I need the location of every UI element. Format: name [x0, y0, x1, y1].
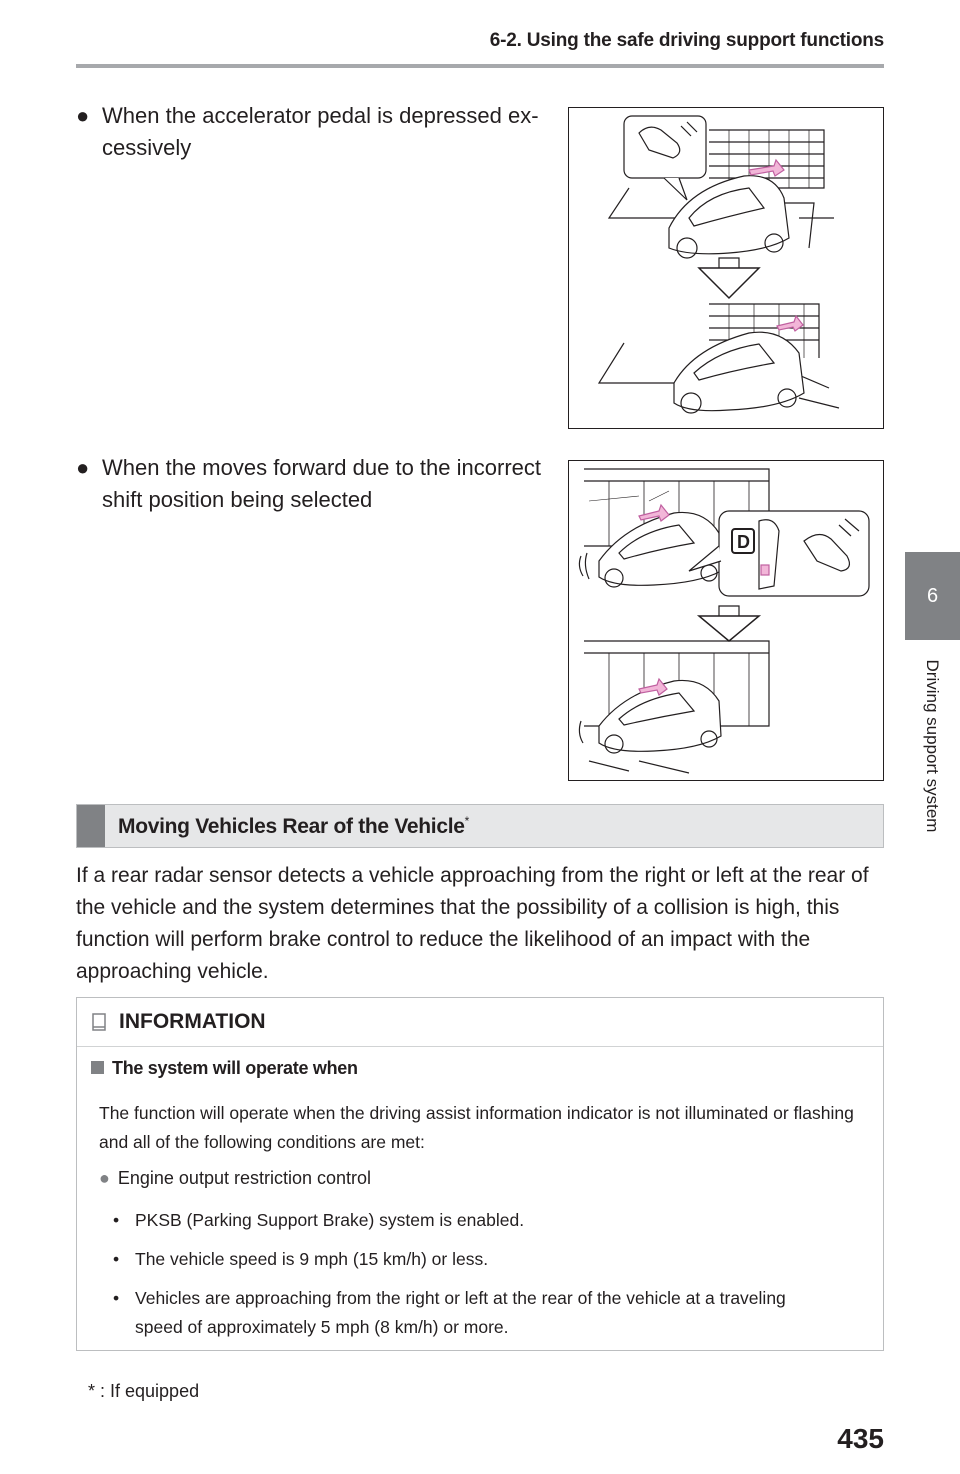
bullet-dot-icon: ●	[99, 1168, 110, 1188]
information-box	[76, 997, 884, 1351]
condition-text: The vehicle speed is 9 mph (15 km/h) or less.	[135, 1249, 489, 1269]
chapter-number: 6	[926, 584, 939, 607]
bullet-text: When the accelerator pedal is depressed ex-cessively	[102, 103, 539, 160]
shift-position-illustration-drawing	[569, 461, 883, 780]
condition-item	[113, 1245, 833, 1274]
square-bullet-icon	[91, 1061, 104, 1074]
condition-item	[113, 1206, 833, 1235]
condition-text: Vehicles are approaching from the right or left at the rear of the vehicle at a traveling speed of approximately 5 mph (8 km/h) or more.	[135, 1288, 786, 1337]
bullet-dot: ●	[76, 103, 90, 128]
information-label: INFORMATION	[119, 1010, 266, 1033]
condition-bullet-icon: •	[113, 1249, 120, 1269]
information-header	[77, 998, 883, 1047]
information-subheading-text: The system will operate when	[112, 1058, 358, 1078]
section-heading	[76, 804, 884, 848]
chapter-tab[interactable]	[905, 552, 960, 640]
book-icon	[91, 1012, 109, 1032]
header-rule	[76, 64, 884, 68]
information-bullet	[99, 1168, 371, 1189]
condition-text: PKSB (Parking Support Brake) system is enabled.	[135, 1210, 525, 1230]
footnote: * : If equipped	[88, 1381, 200, 1401]
accelerator-illustration	[568, 107, 884, 429]
intro-paragraph: If a rear radar sensor detects a vehicle approaching from the right or left at the rear of the vehicle and the system determines that the possibility of a collision is high, this function will perform brake control to reduce the likelihood of an impact with the approaching vehicle.	[76, 864, 869, 983]
chapter-label: Driving support system	[923, 659, 942, 833]
condition-bullet-icon: •	[113, 1210, 120, 1230]
section-title-text: Moving Vehicles Rear of the Vehicle	[118, 815, 465, 838]
page-number: 435	[837, 1423, 884, 1454]
condition-item	[113, 1284, 833, 1342]
bullet-dot: ●	[76, 455, 90, 480]
shift-position-illustration	[568, 460, 884, 781]
condition-bullet-icon: •	[113, 1288, 120, 1308]
bullet-item	[76, 452, 552, 516]
bullet-item	[76, 100, 552, 164]
section-footnote-mark: *	[464, 814, 469, 828]
accelerator-illustration-drawing	[569, 108, 883, 428]
header-title: 6-2. Using the safe driving support functions	[489, 30, 884, 51]
gear-letter: D	[737, 532, 750, 552]
section-heading-marker	[77, 805, 105, 847]
information-subheading	[91, 1058, 358, 1079]
section-title	[118, 814, 469, 839]
information-bullet-text: Engine output restriction control	[117, 1168, 372, 1188]
bullet-text: When the moves forward due to the incorrect shift position being selected	[102, 455, 541, 512]
information-paragraph: The function will operate when the driving assist information indicator is not illuminated or flashing and all of the following conditions are met:	[99, 1103, 854, 1152]
